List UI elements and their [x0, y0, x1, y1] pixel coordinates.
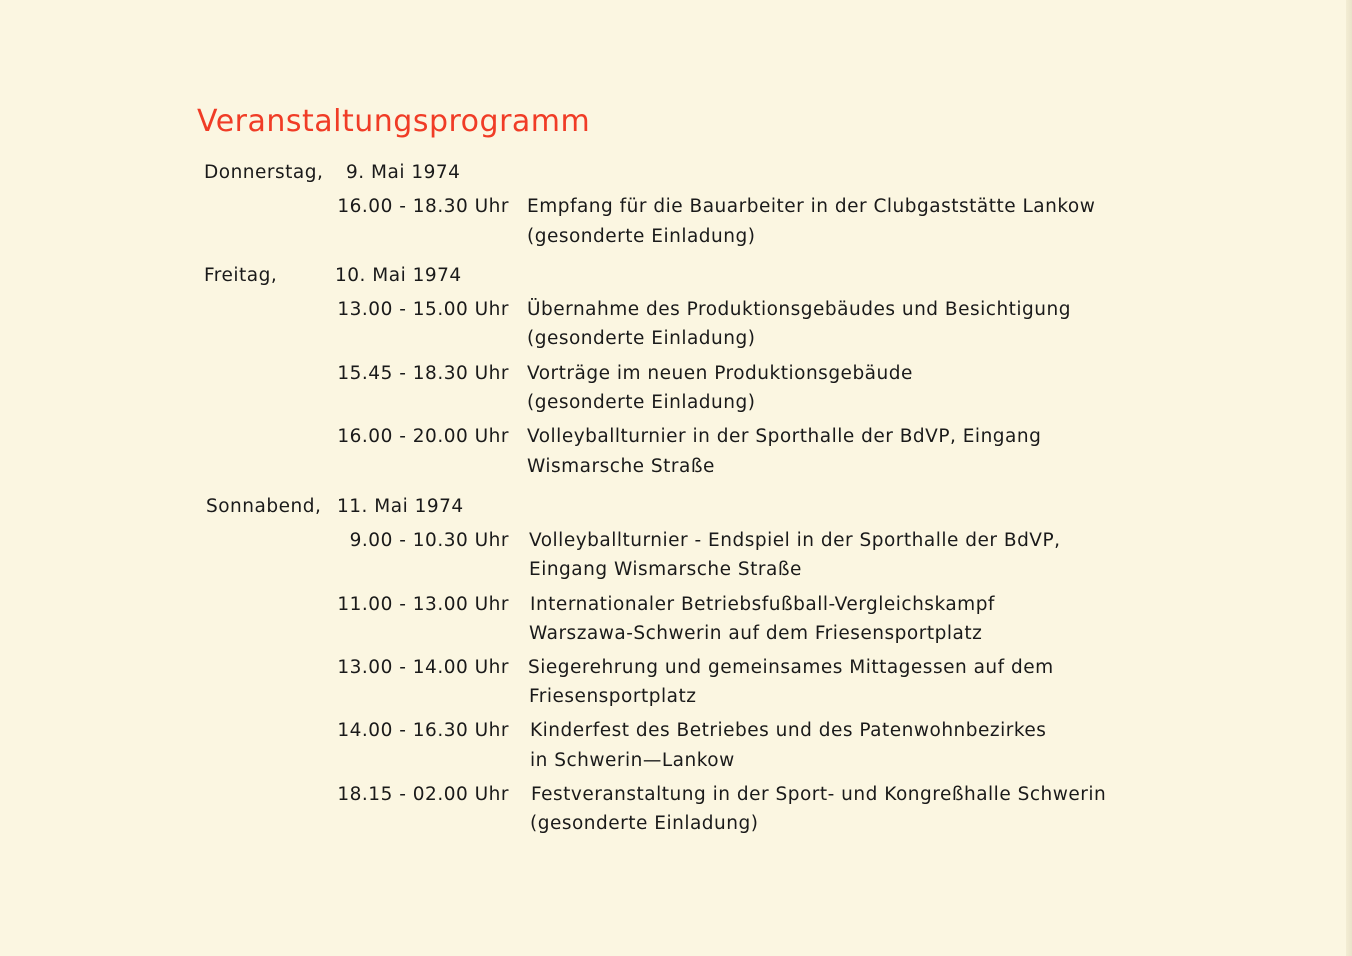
event-description: (gesonderte Einladung)	[530, 813, 759, 834]
event-description: Warszawa-Schwerin auf dem Friesensportplatz	[529, 623, 983, 644]
event-time: 16.00 - 20.00 Uhr	[337, 426, 509, 447]
page-title: Veranstaltungsprogramm	[197, 104, 591, 139]
event-description: Vorträge im neuen Produktionsgebäude	[527, 363, 913, 384]
event-description: Eingang Wismarsche Straße	[529, 559, 802, 580]
event-time: 11.00 - 13.00 Uhr	[337, 594, 509, 615]
event-time: 9.00 - 10.30 Uhr	[349, 530, 509, 551]
day-label: Donnerstag,	[204, 162, 324, 183]
event-time: 13.00 - 14.00 Uhr	[337, 657, 509, 678]
event-description: Empfang für die Bauarbeiter in der Clubgaststätte Lankow	[527, 196, 1096, 217]
event-description: Internationaler Betriebsfußball-Vergleichskampf	[530, 594, 995, 615]
event-description: Wismarsche Straße	[527, 456, 715, 477]
day-date: 10. Mai 1974	[335, 265, 462, 286]
event-description: Kinderfest des Betriebes und des Patenwohnbezirkes	[530, 720, 1047, 741]
event-description: (gesonderte Einladung)	[527, 392, 756, 413]
day-date: 11. Mai 1974	[337, 496, 464, 517]
event-description: Volleyballturnier - Endspiel in der Sporthalle der BdVP,	[529, 530, 1061, 551]
day-label: Freitag,	[204, 265, 278, 286]
event-time: 13.00 - 15.00 Uhr	[337, 299, 509, 320]
event-description: Übernahme des Produktionsgebäudes und Besichtigung	[527, 299, 1071, 320]
event-time: 16.00 - 18.30 Uhr	[337, 196, 509, 217]
event-description: (gesonderte Einladung)	[527, 328, 756, 349]
event-time: 14.00 - 16.30 Uhr	[337, 720, 509, 741]
event-description: Friesensportplatz	[529, 686, 697, 707]
event-description: Volleyballturnier in der Sporthalle der BdVP, Eingang	[527, 426, 1042, 447]
page-edge	[1346, 0, 1352, 956]
event-description: (gesonderte Einladung)	[527, 226, 756, 247]
event-time: 18.15 - 02.00 Uhr	[337, 784, 509, 805]
day-date: 9. Mai 1974	[346, 162, 461, 183]
day-label: Sonnabend,	[206, 496, 322, 517]
event-description: Siegerehrung und gemeinsames Mittagessen auf dem	[528, 657, 1054, 678]
event-time: 15.45 - 18.30 Uhr	[337, 363, 509, 384]
event-description: Festveranstaltung in der Sport- und Kongreßhalle Schwerin	[531, 784, 1107, 805]
event-description: in Schwerin—Lankow	[530, 750, 735, 771]
